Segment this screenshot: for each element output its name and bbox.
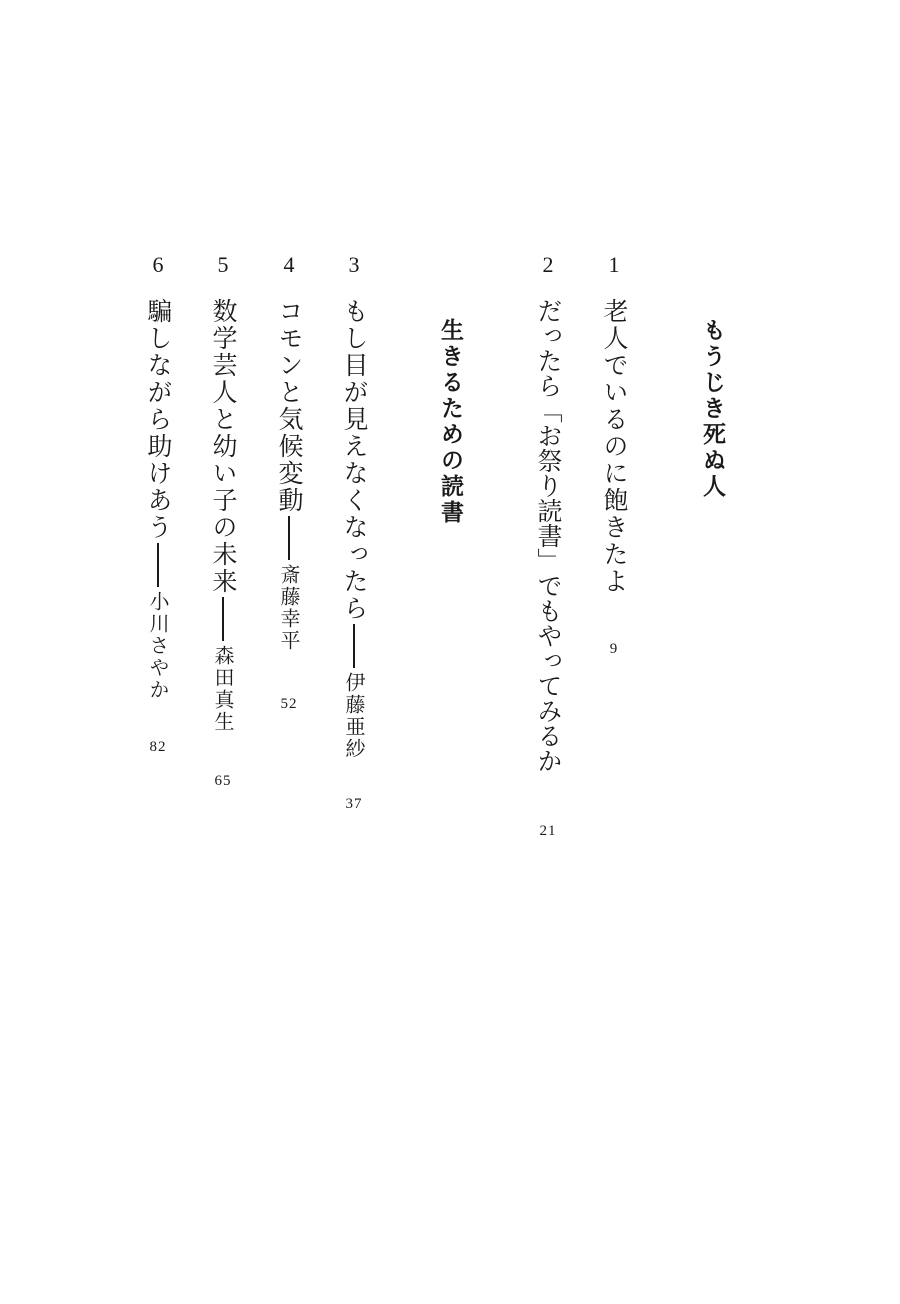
chapter-number: 4 — [283, 252, 295, 277]
dash-divider — [222, 597, 224, 641]
section-heading-2: 生きるための読書 — [437, 318, 463, 526]
dash-divider — [353, 624, 355, 668]
dash-divider — [288, 516, 290, 560]
chapter-number: 6 — [152, 252, 164, 277]
chapter-number: 5 — [217, 252, 229, 277]
chapter-title: 騙しながら助けあう — [144, 298, 173, 541]
page-number: 9 — [609, 641, 619, 657]
chapter-author: 森田真生 — [211, 645, 235, 733]
chapter-author: 小川さやか — [146, 591, 170, 701]
toc-entry-1[interactable] — [596, 254, 632, 658]
chapter-number: 3 — [348, 252, 360, 277]
chapter-title: コモンと気候変動 — [275, 298, 304, 514]
page-number: 82 — [149, 739, 167, 755]
page-number: 65 — [214, 773, 232, 789]
toc-entry-2[interactable] — [530, 254, 566, 840]
chapter-title: 数学芸人と幼い子の未来 — [209, 298, 238, 595]
page-number: 21 — [539, 823, 557, 839]
toc-entry-5[interactable] — [205, 254, 241, 790]
chapter-title: もし目が見えなくなったら — [340, 298, 369, 622]
toc-entry-3[interactable] — [336, 254, 372, 813]
chapter-author: 伊藤亜紗 — [342, 672, 366, 760]
chapter-title: 老人でいるのに飽きたよ — [600, 298, 629, 595]
toc-entry-6[interactable] — [140, 254, 176, 756]
chapter-title: だったら「お祭り読書」でもやってみるか — [534, 298, 563, 773]
toc-entry-4[interactable] — [271, 254, 307, 713]
chapter-number: 2 — [542, 252, 554, 277]
dash-divider — [157, 543, 159, 587]
chapter-number: 1 — [608, 252, 620, 277]
chapter-author: 斎藤幸平 — [277, 564, 301, 652]
section-heading-1: もうじき死ぬ人 — [699, 318, 725, 500]
page-number: 37 — [345, 796, 363, 812]
page-number: 52 — [280, 696, 298, 712]
